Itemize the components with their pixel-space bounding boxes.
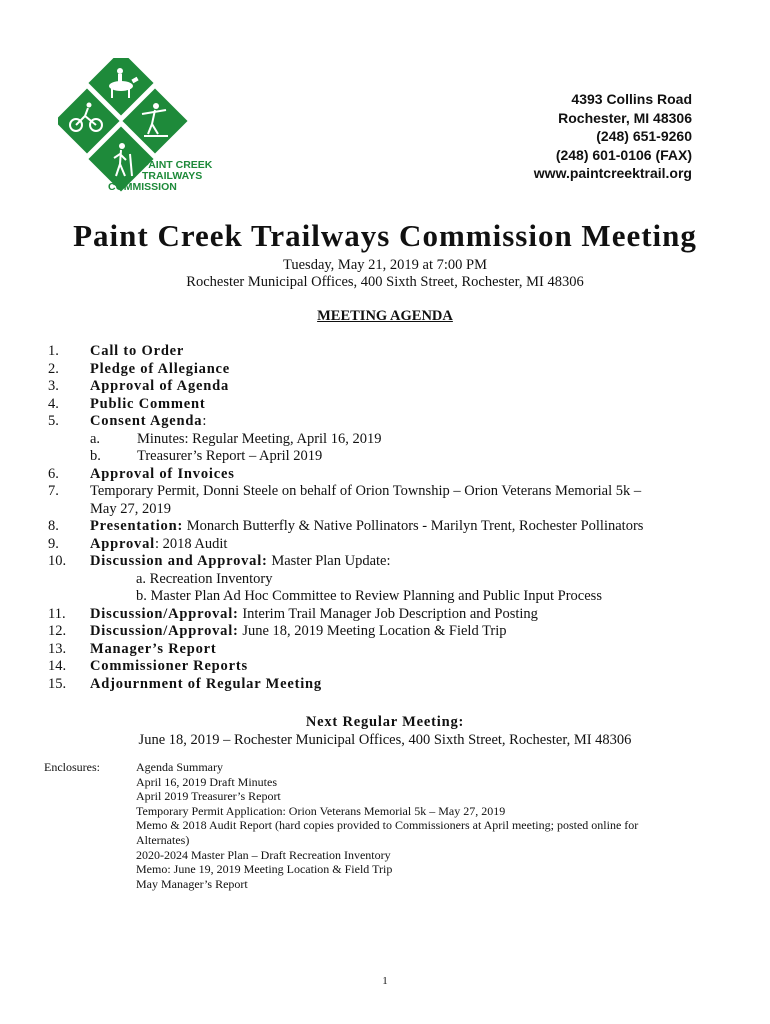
next-meeting-heading: Next Regular Meeting:	[305, 714, 465, 730]
subitem-text: Treasurer’s Report – April 2019	[137, 448, 323, 464]
agenda-item-number: 4.	[48, 395, 59, 412]
consent-subitem	[40, 448, 740, 466]
subitem-letter: b.	[90, 448, 101, 464]
next-meeting-details: June 18, 2019 – Rochester Municipal Offices, 400 Sixth Street, Rochester, MI 48306	[138, 732, 632, 748]
enclosure-item: Memo & 2018 Audit Report (hard copies provided to Commissioners at April meeting; posted online for	[136, 818, 639, 833]
contact-block	[534, 90, 692, 183]
agenda-list	[40, 343, 740, 693]
agenda-heading: MEETING AGENDA	[317, 308, 453, 324]
contact-fax: (248) 601-0106 (FAX)	[555, 146, 692, 163]
subitem-text: Minutes: Regular Meeting, April 16, 2019	[137, 430, 382, 447]
enclosures-list	[136, 760, 638, 891]
contact-address: 4393 Collins Road	[571, 91, 692, 107]
agenda-item-bold: Discussion/Approval:	[90, 623, 239, 639]
agenda-item	[40, 658, 740, 676]
enclosure-item: Alternates)	[136, 832, 190, 847]
next-meeting	[0, 713, 770, 749]
agenda-item-bold: Approval of Agenda	[90, 378, 230, 394]
contact-website[interactable]: www.paintcreektrail.org	[533, 165, 692, 182]
agenda-item-number: 10.	[48, 553, 67, 569]
agenda-item	[40, 641, 740, 659]
agenda-item	[40, 378, 740, 396]
logo-text-line3: COMMISSION	[108, 181, 177, 193]
enclosure-item: Memo: June 19, 2019 Meeting Location & Field Trip	[136, 862, 393, 877]
agenda-item-number: 11.	[48, 605, 66, 622]
agenda-item-number: 12.	[48, 623, 67, 639]
agenda-item-bold: Discussion and Approval:	[90, 553, 268, 569]
agenda-item-bold: Approval of Invoices	[90, 465, 235, 482]
master-plan-subitem	[40, 571, 740, 589]
agenda-item-text: : 2018 Audit	[154, 535, 228, 552]
agenda-item	[40, 676, 740, 694]
agenda-item-text: Interim Trail Manager Job Description and Posting	[238, 605, 538, 622]
subitem-text: b. Master Plan Ad Hoc Committee to Review Planning and Public Input Process	[136, 588, 602, 604]
enclosures-label: Enclosures:	[44, 760, 100, 774]
agenda-item-number: 13.	[48, 640, 67, 657]
enclosure-item: 2020-2024 Master Plan – Draft Recreation Inventory	[136, 847, 391, 862]
agenda-item-text-cont: May 27, 2019	[90, 500, 171, 517]
agenda-item	[40, 536, 740, 554]
agenda-item	[40, 413, 740, 431]
agenda-item-bold: Public Comment	[90, 395, 206, 412]
agenda-item-bold: Consent Agenda	[90, 413, 203, 429]
agenda-item-bold: Manager’s Report	[90, 640, 217, 657]
agenda-item-text: Monarch Butterfly & Native Pollinators - Marilyn Trent, Rochester Pollinators	[183, 518, 644, 534]
subitem-letter: a.	[90, 430, 101, 447]
agenda-item-bold: Discussion/Approval:	[90, 605, 239, 622]
agenda-item	[40, 343, 740, 361]
agenda-item-number: 15.	[48, 675, 67, 692]
logo-text-line1: PAINT CREEK	[142, 159, 213, 171]
agenda-item-number: 1.	[48, 343, 59, 359]
agenda-item	[40, 606, 740, 624]
agenda-item-text: June 18, 2019 Meeting Location & Field Trip	[238, 623, 507, 639]
agenda-item-text: :	[202, 413, 207, 429]
consent-subitem	[40, 431, 740, 449]
agenda-item	[40, 623, 740, 641]
enclosure-item: Temporary Permit Application: Orion Veterans Memorial 5k – May 27, 2019	[136, 803, 506, 818]
agenda-item-number: 3.	[48, 378, 59, 394]
logo-text-line2: TRAILWAYS	[142, 170, 203, 182]
agenda-item-number: 2.	[48, 360, 59, 377]
meeting-location: Rochester Municipal Offices, 400 Sixth Street, Rochester, MI 48306	[186, 274, 584, 290]
page-title: Paint Creek Trailways Commission Meeting	[73, 218, 697, 253]
agenda-item-text: Temporary Permit, Donni Steele on behalf of Orion Township – Orion Veterans Memorial 5k –	[90, 483, 642, 499]
contact-phone: (248) 651-9260	[596, 128, 692, 145]
agenda-item-number: 14.	[48, 658, 67, 674]
agenda-item	[40, 361, 740, 379]
enclosure-item: May Manager’s Report	[136, 876, 248, 891]
subitem-text: a. Recreation Inventory	[136, 570, 273, 587]
enclosure-item: April 16, 2019 Draft Minutes	[136, 774, 277, 789]
agenda-item-bold: Approval	[90, 535, 155, 552]
page-number: 1	[382, 975, 388, 987]
agenda-item-number: 7.	[48, 483, 59, 499]
agenda-item-bold: Call to Order	[90, 343, 185, 359]
agenda-item	[40, 553, 740, 571]
agenda-item	[40, 466, 740, 484]
agenda-item	[40, 518, 740, 536]
agenda-item-bold: Commissioner Reports	[90, 658, 248, 674]
enclosures	[44, 760, 724, 891]
logo-wordmark	[108, 160, 212, 193]
agenda-item-number: 9.	[48, 535, 59, 552]
agenda-item-number: 5.	[48, 413, 59, 429]
agenda-item-bold: Presentation:	[90, 518, 184, 534]
enclosure-item: Agenda Summary	[136, 760, 223, 774]
agenda-item	[40, 483, 740, 518]
agenda-item-text: Master Plan Update:	[267, 553, 391, 569]
master-plan-subitem	[40, 588, 740, 606]
contact-city: Rochester, MI 48306	[558, 109, 692, 126]
agenda-item-bold: Adjournment of Regular Meeting	[90, 675, 322, 692]
agenda-item	[40, 396, 740, 414]
agenda-item-number: 6.	[48, 465, 59, 482]
enclosure-item: April 2019 Treasurer’s Report	[136, 789, 281, 804]
meeting-date: Tuesday, May 21, 2019 at 7:00 PM	[283, 257, 487, 273]
agenda-item-bold: Pledge of Allegiance	[90, 360, 231, 377]
agenda-item-number: 8.	[48, 518, 59, 534]
